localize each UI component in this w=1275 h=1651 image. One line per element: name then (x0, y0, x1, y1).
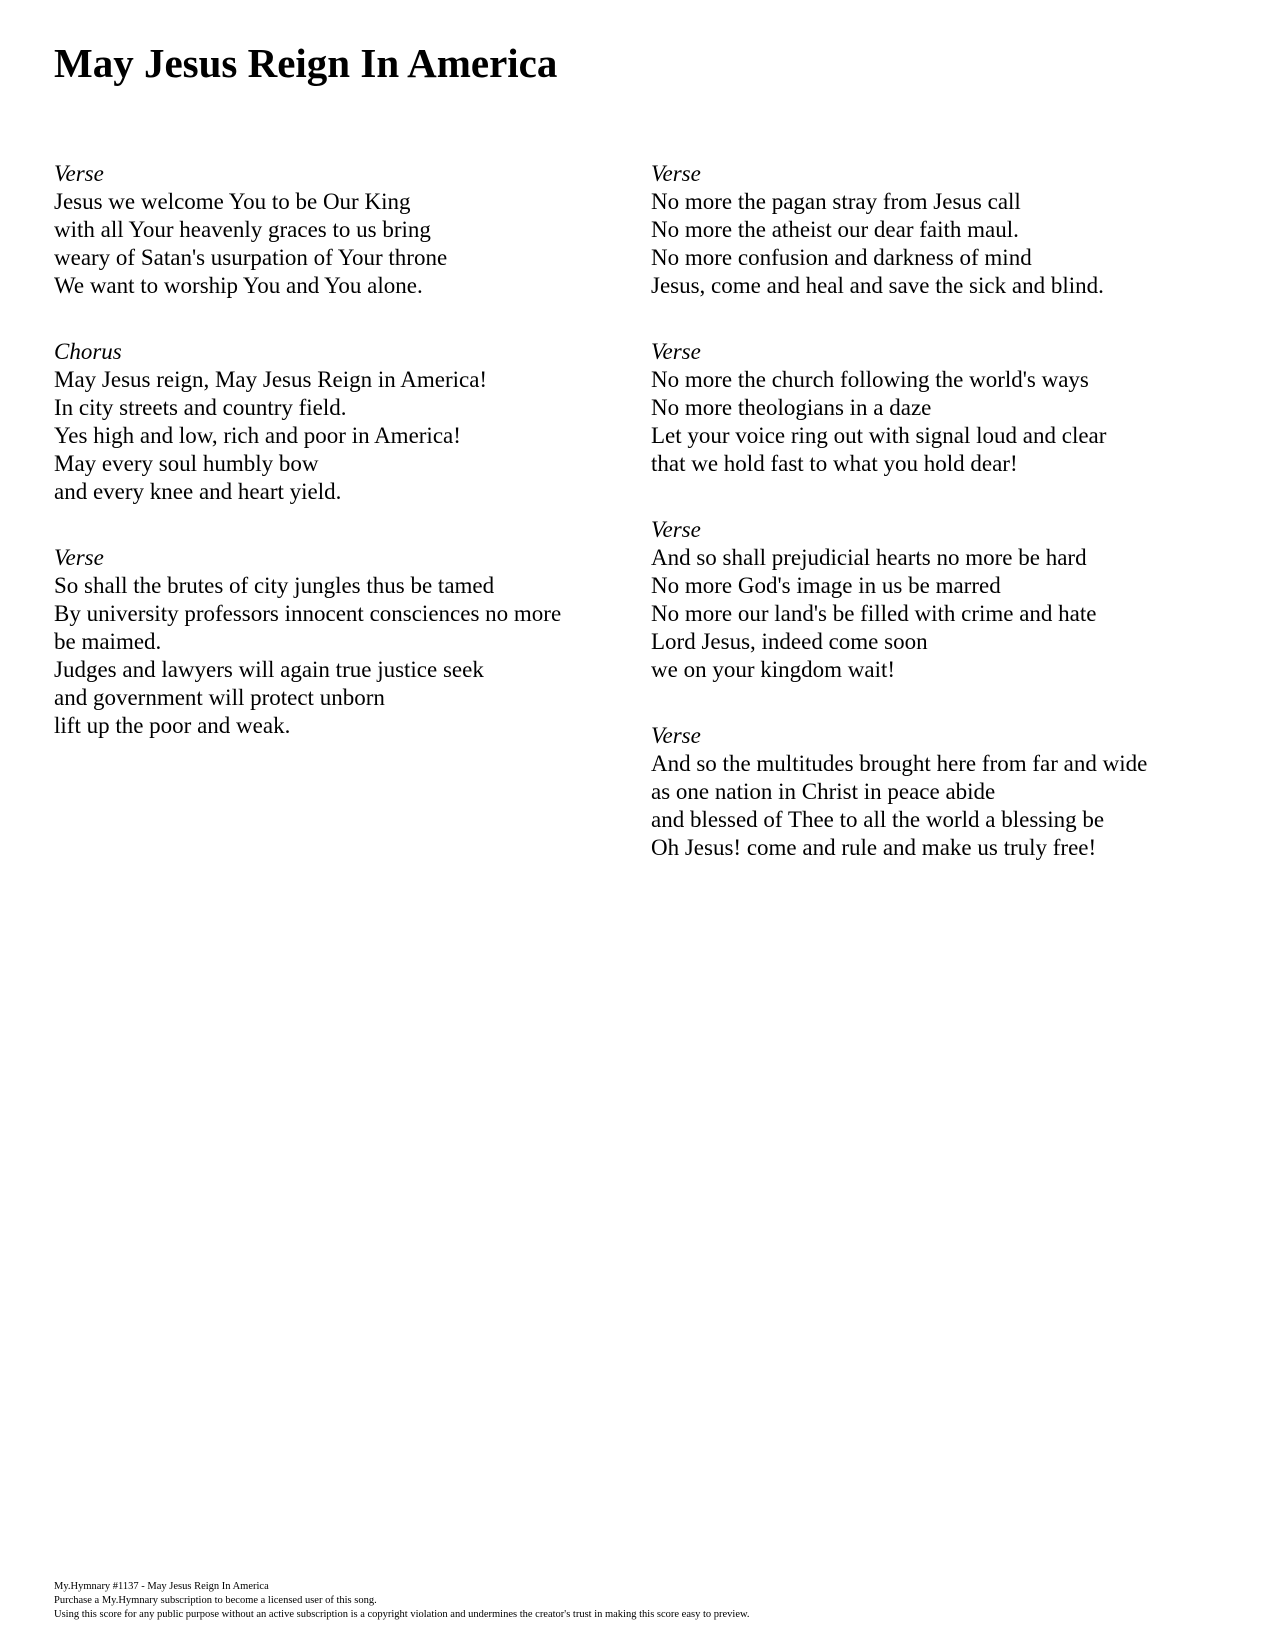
lyric-line: and government will protect unborn (54, 685, 385, 710)
lyrics-column-left (54, 160, 614, 778)
lyric-line: that we hold fast to what you hold dear! (651, 451, 1018, 476)
footer-line: Using this score for any public purpose without an active subscription is a copyright violation and undermines the creator's trust in making this score easy to preview. (54, 1609, 750, 1620)
lyric-line: So shall the brutes of city jungles thus be tamed (54, 573, 495, 598)
lyric-line: In city streets and country field. (54, 395, 347, 420)
page-title: May Jesus Reign In America (54, 40, 558, 86)
stanza (651, 516, 1251, 684)
lyric-line: be maimed. (54, 629, 162, 654)
lyric-line: No more our land's be filled with crime and hate (651, 601, 1097, 626)
lyric-line: No more God's image in us be marred (651, 573, 1001, 598)
stanza-label: Verse (651, 339, 701, 364)
lyric-line: Jesus, come and heal and save the sick and blind. (651, 273, 1104, 298)
stanza (651, 722, 1251, 862)
footer-line: Purchase a My.Hymnary subscription to become a licensed user of this song. (54, 1595, 377, 1606)
lyric-line: Lord Jesus, indeed come soon (651, 629, 928, 654)
lyric-line: Jesus we welcome You to be Our King (54, 189, 411, 214)
lyric-line: No more the pagan stray from Jesus call (651, 189, 1021, 214)
stanza-label: Verse (651, 517, 701, 542)
lyrics-column-right (651, 160, 1251, 900)
lyric-line: Oh Jesus! come and rule and make us truly free! (651, 835, 1097, 860)
stanza (651, 160, 1251, 300)
stanza-label: Chorus (54, 339, 122, 364)
lyric-line: No more the church following the world's ways (651, 367, 1089, 392)
stanza (54, 338, 614, 506)
stanza-label: Verse (651, 723, 701, 748)
footer-line: My.Hymnary #1137 - May Jesus Reign In America (54, 1581, 269, 1592)
lyric-line: with all Your heavenly graces to us bring (54, 217, 431, 242)
lyric-line: weary of Satan's usurpation of Your throne (54, 245, 448, 270)
lyric-line: No more theologians in a daze (651, 395, 932, 420)
stanza (651, 338, 1251, 478)
lyric-line: as one nation in Christ in peace abide (651, 779, 996, 804)
lyric-line: No more confusion and darkness of mind (651, 245, 1032, 270)
lyric-line: Judges and lawyers will again true justice seek (54, 657, 484, 682)
lyric-line: and blessed of Thee to all the world a blessing be (651, 807, 1105, 832)
lyric-line: And so the multitudes brought here from far and wide (651, 751, 1148, 776)
lyric-line: By university professors innocent consciences no more (54, 601, 562, 626)
lyric-line: May every soul humbly bow (54, 451, 319, 476)
stanza-label: Verse (54, 161, 104, 186)
lyric-line: We want to worship You and You alone. (54, 273, 423, 298)
lyric-line: and every knee and heart yield. (54, 479, 342, 504)
lyric-line: And so shall prejudicial hearts no more be hard (651, 545, 1087, 570)
lyric-line: Let your voice ring out with signal loud and clear (651, 423, 1107, 448)
lyric-line: lift up the poor and weak. (54, 713, 291, 738)
stanza-label: Verse (651, 161, 701, 186)
stanza (54, 160, 614, 300)
lyric-line: No more the atheist our dear faith maul. (651, 217, 1019, 242)
copyright-footer (54, 1580, 750, 1622)
lyric-line: May Jesus reign, May Jesus Reign in America! (54, 367, 488, 392)
stanza (54, 544, 614, 740)
stanza-label: Verse (54, 545, 104, 570)
lyric-line: we on your kingdom wait! (651, 657, 896, 682)
lyric-line: Yes high and low, rich and poor in America! (54, 423, 461, 448)
